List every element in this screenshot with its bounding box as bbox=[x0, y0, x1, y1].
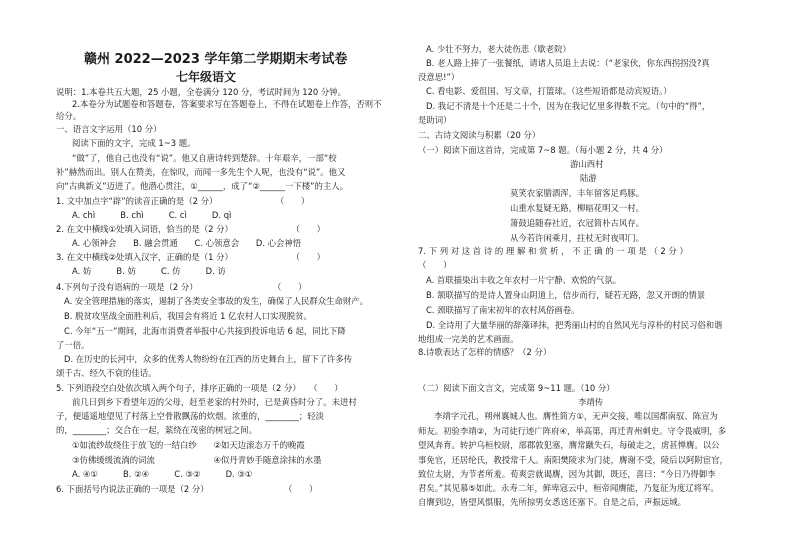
note-line: 2.本卷分为试题卷和答题卷，答案要求写在答题卷上，不得在试题卷上作答，否则不 bbox=[72, 99, 382, 109]
passage-line: 君矣。”其见慕⑤如此。永寿二年，鲜卑寇云中，桓帝闻膺能，乃复征为度辽将军。 bbox=[418, 483, 719, 493]
option-line: 没意思!”） bbox=[418, 72, 460, 82]
option-line: ③仿佛缓缓流淌的词流 ④似丹青妙手随意涂抹的水墨 bbox=[72, 455, 322, 465]
option-line: B. 老人路上捧了一张餐纸，请诸人员追上去说：（“老家伙，你东西拐拐没?真 bbox=[426, 58, 710, 68]
note-line: 说明：1.本卷共五大题，25 小题，全卷满分 120 分，考试时间为 120 分钟。 bbox=[56, 87, 347, 97]
passage-line: 补”赫然而出。别人在赞美，在惊叹，而闻一多先生个人呢，也没有“说”。他又 bbox=[56, 167, 346, 177]
option-line: D. 我记不清是十个还是二十个，因为在我记忆里多得数不完。（句中的“得”， bbox=[426, 101, 711, 111]
option-line: B. 脱贫攻坚战全面胜利后，我国会有将近 1 亿农村人口实现脱贫。 bbox=[64, 311, 312, 321]
passage-line: 师友。初验李靖②，为司徒行迹广阵府④，举高第，再迁青州刺史。守令畏威明，多 bbox=[418, 426, 727, 436]
question-line: 6. 下面括号内说法正确的一项是（2 分） （ ） bbox=[56, 484, 318, 494]
passage-line: 子，便遥遥地望见了村落上空骨散飘荡的炊烟。浓重的，________；轻淡 bbox=[56, 411, 324, 421]
poem-line: 山重水复疑无路，柳暗花明又一村。 bbox=[510, 203, 644, 213]
poem-author: 陆游 bbox=[580, 173, 597, 183]
section-heading: 一、语言文字运用（10 分） bbox=[56, 124, 162, 134]
question-line: （ ） bbox=[418, 260, 452, 270]
question-line: 4.下列句子没有语病的一项是（2 分） （ ） bbox=[56, 282, 307, 292]
question-line: 2. 在文中横线①处填入词语，恰当的是（2 分） （ ） bbox=[56, 224, 326, 234]
option-line: A. 心领神会 B. 融会贯通 C. 心领意会 D. 心会神悟 bbox=[72, 238, 302, 248]
question-line: 1. 文中加点字“辟”的读音正确的是（2 分） （ ） bbox=[56, 196, 310, 206]
option-line: ①如流纱故绕住于放飞的一结白纱 ②如天边滚态万千的晚霞 bbox=[72, 440, 305, 450]
passage-title: 李靖传 bbox=[578, 397, 604, 407]
passage-line: “做”了，他自己也没有“说”。他又自唐诗转到楚辞。十年艰辛，一部“校 bbox=[72, 153, 337, 163]
exam-title: 赣州 2022—2023 学年第二学期期末考试卷 bbox=[84, 52, 348, 67]
question-line: 8.诗歌表达了怎样的情感？（2 分） bbox=[418, 347, 552, 357]
poem-line: 箫鼓追随春社近，衣冠简朴古风存。 bbox=[510, 218, 644, 228]
option-line: C. 看电影、爱徂国、写文章，打篮球。（这些短语都是动宾短语。） bbox=[426, 86, 672, 96]
question-line: 5. 下列语段空白处依次填入两个句子，排序正确的一项是（2 分） （ ） bbox=[56, 383, 343, 393]
option-line: B. 颔联描写的是诗人置身山阴道上，信步而行，疑若无路，忽又开朗的情景 bbox=[426, 290, 706, 300]
poem-line: 从今若许闲乘月，拄杖无时夜叩门。 bbox=[510, 233, 644, 243]
poem-title: 游山西村 bbox=[570, 159, 604, 169]
option-line: A. 首联描染出丰收之年农村一片宁静、欢悦的气氛。 bbox=[426, 275, 622, 285]
section-heading: 二、古诗文阅读与积累（20 分） bbox=[418, 130, 541, 140]
option-line: 颂千古、经久不衰的佳话。 bbox=[56, 368, 157, 378]
option-line: C. 颈联描写了南宋初年的农村风俗画卷。 bbox=[426, 305, 580, 315]
passage-line: 事免官，还居纶氏，教授常千人。南阳樊陵求为门徒，膺谢不受，陵后以阿附宦官， bbox=[418, 455, 728, 465]
passage-line: 望风奔育。转护乌桓校尉，部郡敦犯塞，膺常蹴失石，每破走之，虏甚惮膺。以公 bbox=[418, 440, 720, 450]
option-line: A. chì B. chì C. cì D. qì bbox=[72, 210, 232, 220]
option-line: A. 少壮不努力，老大徒伤悲（歇老院） bbox=[426, 44, 571, 54]
exam-subtitle: 七年级语文 bbox=[176, 70, 237, 84]
option-line: A. 安全管理措施的落实，遏制了各类安全事故的发生，确保了人民群众生命财产。 bbox=[64, 296, 369, 306]
option-line: 了一倍。 bbox=[56, 340, 90, 350]
option-line: D. 全诗用了大量华丽的辞藻译抹，把秀丽山村的自然风光与淳朴的村民习俗和谐 bbox=[426, 320, 723, 330]
option-line: A. ④① B. ②④ C. ③② D. ③① bbox=[72, 469, 253, 479]
option-line: D. 在历史的长河中，众多的优秀人物纷纷在江西的历史舞台上，留下了许多传 bbox=[64, 354, 353, 364]
passage-line: 向“古典新义”迈进了。他潜心贯注，①______，成了“②______一下楼”的主人。 bbox=[56, 181, 348, 191]
passage-line: 李靖字元孔，朔州襄城人也。膺性简方①，无声交接，唯以国都南驭、陈宣为 bbox=[434, 411, 718, 421]
text-line: 阅读下面的文字，完成 1~3 题。 bbox=[72, 138, 196, 148]
poem-line: 莫笑农家腊酒浑，丰年留客足鸡豚。 bbox=[510, 188, 644, 198]
note-line: 给分。 bbox=[56, 111, 82, 121]
option-line: 地组成一完美的艺术画面。 bbox=[418, 334, 519, 344]
question-line: 7. 下 列 对 这 首 诗 的 理 解 和 赏 析 ， 不 正 确 的 一 项 是 （ 2 分 ） bbox=[418, 246, 688, 256]
passage-line: 致位太尉，为节者所羞。荀爽尝就谒膺，因为其御，既还，喜曰：“今日乃得御李 bbox=[418, 469, 716, 479]
subsection-heading: （一）阅读下面这首诗，完成第 7~8 题。（每小题 2 分，共 4 分） bbox=[418, 145, 668, 155]
question-line: 3. 在文中横线②处填入汉字，正确的是（1 分） （ ） bbox=[56, 252, 326, 262]
option-line: 是助词） bbox=[418, 115, 452, 125]
passage-line: 自膺到边，皆望风惧服，先所掠男女悉送还塞下。自是之后，声振远域。 bbox=[418, 497, 686, 507]
passage-line: 的，________；交合在一起，萦绕在茂密的树冠之间。 bbox=[56, 425, 257, 435]
subsection-heading: （二）阅读下面文言文，完成第 9~11 题。（10 分） bbox=[418, 383, 615, 393]
option-line: C. 今年“五一”期间，北海市消费者举报中心共接到投诉电话 6 起，同比下降 bbox=[64, 326, 346, 336]
passage-line: 前几日到乡下看望年迈的父母，赶至老家的村外时，已是黄昏时分了。未进村 bbox=[72, 397, 357, 407]
option-line: A. 妨 B. 妨 C. 仿 D. 访 bbox=[72, 266, 226, 276]
